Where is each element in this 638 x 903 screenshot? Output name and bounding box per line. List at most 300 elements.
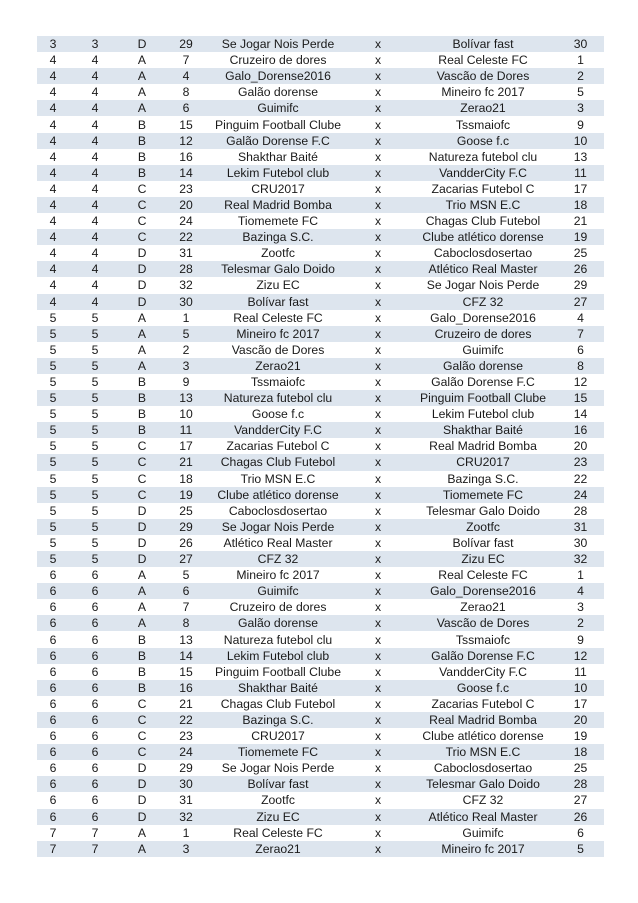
- away-seed-cell: 1: [557, 52, 604, 68]
- table-row: [37, 52, 604, 68]
- round-alt-cell: 6: [69, 680, 121, 696]
- table-row: [37, 245, 604, 261]
- home-seed-cell: 15: [163, 116, 209, 132]
- group-cell: C: [121, 744, 163, 760]
- away-seed-cell: 32: [557, 551, 604, 567]
- versus-cell: x: [347, 149, 409, 165]
- home-seed-cell: 14: [163, 648, 209, 664]
- table-row: [37, 374, 604, 390]
- table-row: [37, 567, 604, 583]
- round-alt-cell: 5: [69, 487, 121, 503]
- versus-cell: x: [347, 744, 409, 760]
- round-cell: 5: [37, 454, 69, 470]
- away-team-cell: Guimifc: [409, 825, 557, 841]
- round-alt-cell: 5: [69, 471, 121, 487]
- away-seed-cell: 27: [557, 294, 604, 310]
- versus-cell: x: [347, 567, 409, 583]
- versus-cell: x: [347, 390, 409, 406]
- away-team-cell: Caboclosdosertao: [409, 245, 557, 261]
- home-team-cell: Pinguim Football Clube: [209, 116, 347, 132]
- home-team-cell: Zootfc: [209, 792, 347, 808]
- group-cell: C: [121, 438, 163, 454]
- group-cell: C: [121, 213, 163, 229]
- table-row: [37, 36, 604, 52]
- home-seed-cell: 31: [163, 792, 209, 808]
- round-cell: 4: [37, 52, 69, 68]
- versus-cell: x: [347, 728, 409, 744]
- away-seed-cell: 8: [557, 358, 604, 374]
- home-team-cell: VandderCity F.C: [209, 422, 347, 438]
- round-alt-cell: 6: [69, 776, 121, 792]
- home-seed-cell: 22: [163, 712, 209, 728]
- round-alt-cell: 4: [69, 261, 121, 277]
- home-team-cell: Clube atlético dorense: [209, 487, 347, 503]
- group-cell: B: [121, 390, 163, 406]
- table-row: [37, 261, 604, 277]
- versus-cell: x: [347, 326, 409, 342]
- table-row: [37, 519, 604, 535]
- home-seed-cell: 29: [163, 760, 209, 776]
- versus-cell: x: [347, 438, 409, 454]
- group-cell: B: [121, 406, 163, 422]
- away-team-cell: Trio MSN E.C: [409, 197, 557, 213]
- table-row: [37, 825, 604, 841]
- away-team-cell: Goose f.c: [409, 133, 557, 149]
- round-cell: 6: [37, 809, 69, 825]
- away-team-cell: VandderCity F.C: [409, 664, 557, 680]
- round-cell: 4: [37, 181, 69, 197]
- round-alt-cell: 5: [69, 310, 121, 326]
- away-team-cell: Shakthar Baité: [409, 422, 557, 438]
- home-seed-cell: 8: [163, 84, 209, 100]
- home-seed-cell: 12: [163, 133, 209, 149]
- group-cell: A: [121, 825, 163, 841]
- round-cell: 6: [37, 776, 69, 792]
- round-alt-cell: 6: [69, 615, 121, 631]
- round-alt-cell: 4: [69, 133, 121, 149]
- away-team-cell: Tiomemete FC: [409, 487, 557, 503]
- home-team-cell: Cruzeiro de dores: [209, 52, 347, 68]
- versus-cell: x: [347, 664, 409, 680]
- round-cell: 4: [37, 277, 69, 293]
- home-team-cell: Goose f.c: [209, 406, 347, 422]
- round-cell: 5: [37, 503, 69, 519]
- versus-cell: x: [347, 471, 409, 487]
- versus-cell: x: [347, 551, 409, 567]
- away-seed-cell: 12: [557, 374, 604, 390]
- home-team-cell: Bazinga S.C.: [209, 712, 347, 728]
- home-seed-cell: 14: [163, 165, 209, 181]
- away-team-cell: CFZ 32: [409, 792, 557, 808]
- home-seed-cell: 3: [163, 841, 209, 857]
- versus-cell: x: [347, 615, 409, 631]
- away-team-cell: Vascão de Dores: [409, 615, 557, 631]
- away-seed-cell: 26: [557, 809, 604, 825]
- away-team-cell: Galo_Dorense2016: [409, 583, 557, 599]
- home-team-cell: Tiomemete FC: [209, 744, 347, 760]
- home-seed-cell: 7: [163, 599, 209, 615]
- home-team-cell: Mineiro fc 2017: [209, 567, 347, 583]
- versus-cell: x: [347, 841, 409, 857]
- away-seed-cell: 18: [557, 744, 604, 760]
- home-team-cell: Zizu EC: [209, 809, 347, 825]
- table-row: [37, 712, 604, 728]
- versus-cell: x: [347, 84, 409, 100]
- away-team-cell: Telesmar Galo Doido: [409, 776, 557, 792]
- home-team-cell: CRU2017: [209, 728, 347, 744]
- away-seed-cell: 30: [557, 535, 604, 551]
- away-seed-cell: 19: [557, 728, 604, 744]
- table-row: [37, 551, 604, 567]
- group-cell: B: [121, 422, 163, 438]
- away-seed-cell: 6: [557, 342, 604, 358]
- away-seed-cell: 2: [557, 615, 604, 631]
- round-alt-cell: 5: [69, 422, 121, 438]
- home-seed-cell: 9: [163, 374, 209, 390]
- round-cell: 7: [37, 825, 69, 841]
- away-seed-cell: 5: [557, 841, 604, 857]
- table-row: [37, 358, 604, 374]
- versus-cell: x: [347, 213, 409, 229]
- round-alt-cell: 4: [69, 100, 121, 116]
- away-seed-cell: 26: [557, 261, 604, 277]
- versus-cell: x: [347, 245, 409, 261]
- round-alt-cell: 5: [69, 519, 121, 535]
- group-cell: D: [121, 535, 163, 551]
- group-cell: B: [121, 664, 163, 680]
- round-alt-cell: 6: [69, 712, 121, 728]
- home-seed-cell: 32: [163, 809, 209, 825]
- versus-cell: x: [347, 261, 409, 277]
- home-team-cell: Real Celeste FC: [209, 825, 347, 841]
- group-cell: A: [121, 310, 163, 326]
- group-cell: A: [121, 615, 163, 631]
- group-cell: D: [121, 519, 163, 535]
- home-team-cell: Caboclosdosertao: [209, 503, 347, 519]
- group-cell: D: [121, 551, 163, 567]
- versus-cell: x: [347, 503, 409, 519]
- round-cell: 6: [37, 696, 69, 712]
- group-cell: A: [121, 52, 163, 68]
- away-team-cell: Lekim Futebol club: [409, 406, 557, 422]
- away-seed-cell: 11: [557, 664, 604, 680]
- round-cell: 4: [37, 100, 69, 116]
- round-cell: 4: [37, 149, 69, 165]
- round-alt-cell: 5: [69, 503, 121, 519]
- round-alt-cell: 4: [69, 181, 121, 197]
- round-cell: 5: [37, 438, 69, 454]
- round-alt-cell: 5: [69, 358, 121, 374]
- away-seed-cell: 17: [557, 696, 604, 712]
- group-cell: A: [121, 358, 163, 374]
- home-team-cell: Tiomemete FC: [209, 213, 347, 229]
- round-cell: 5: [37, 422, 69, 438]
- table-row: [37, 406, 604, 422]
- group-cell: A: [121, 84, 163, 100]
- table-row: [37, 181, 604, 197]
- versus-cell: x: [347, 52, 409, 68]
- home-seed-cell: 31: [163, 245, 209, 261]
- group-cell: B: [121, 374, 163, 390]
- home-seed-cell: 6: [163, 583, 209, 599]
- round-cell: 6: [37, 744, 69, 760]
- versus-cell: x: [347, 181, 409, 197]
- home-seed-cell: 21: [163, 454, 209, 470]
- group-cell: D: [121, 36, 163, 52]
- away-seed-cell: 3: [557, 599, 604, 615]
- table-row: [37, 648, 604, 664]
- table-row: [37, 599, 604, 615]
- table-row: [37, 68, 604, 84]
- home-seed-cell: 1: [163, 825, 209, 841]
- versus-cell: x: [347, 792, 409, 808]
- away-team-cell: VandderCity F.C: [409, 165, 557, 181]
- table-row: [37, 792, 604, 808]
- away-seed-cell: 25: [557, 760, 604, 776]
- table-row: [37, 760, 604, 776]
- away-team-cell: Atlético Real Master: [409, 261, 557, 277]
- away-team-cell: Atlético Real Master: [409, 809, 557, 825]
- home-seed-cell: 16: [163, 149, 209, 165]
- versus-cell: x: [347, 776, 409, 792]
- round-alt-cell: 6: [69, 664, 121, 680]
- group-cell: B: [121, 133, 163, 149]
- round-alt-cell: 6: [69, 792, 121, 808]
- home-seed-cell: 7: [163, 52, 209, 68]
- away-seed-cell: 7: [557, 326, 604, 342]
- round-cell: 6: [37, 567, 69, 583]
- home-team-cell: Galão dorense: [209, 615, 347, 631]
- away-seed-cell: 3: [557, 100, 604, 116]
- round-cell: 5: [37, 310, 69, 326]
- home-seed-cell: 30: [163, 294, 209, 310]
- table-row: [37, 133, 604, 149]
- away-seed-cell: 20: [557, 712, 604, 728]
- away-team-cell: Caboclosdosertao: [409, 760, 557, 776]
- away-team-cell: Mineiro fc 2017: [409, 841, 557, 857]
- home-seed-cell: 28: [163, 261, 209, 277]
- round-alt-cell: 4: [69, 277, 121, 293]
- away-team-cell: Bolívar fast: [409, 36, 557, 52]
- group-cell: C: [121, 696, 163, 712]
- home-seed-cell: 1: [163, 310, 209, 326]
- table-row: [37, 100, 604, 116]
- away-team-cell: Galão Dorense F.C: [409, 374, 557, 390]
- versus-cell: x: [347, 100, 409, 116]
- home-seed-cell: 17: [163, 438, 209, 454]
- away-seed-cell: 10: [557, 680, 604, 696]
- group-cell: B: [121, 116, 163, 132]
- table-row: [37, 342, 604, 358]
- away-team-cell: Mineiro fc 2017: [409, 84, 557, 100]
- table-row: [37, 776, 604, 792]
- away-seed-cell: 28: [557, 776, 604, 792]
- away-team-cell: Cruzeiro de dores: [409, 326, 557, 342]
- round-cell: 4: [37, 133, 69, 149]
- round-cell: 5: [37, 551, 69, 567]
- table-row: [37, 487, 604, 503]
- round-cell: 6: [37, 728, 69, 744]
- group-cell: D: [121, 277, 163, 293]
- round-alt-cell: 7: [69, 825, 121, 841]
- versus-cell: x: [347, 825, 409, 841]
- round-cell: 6: [37, 792, 69, 808]
- round-alt-cell: 6: [69, 728, 121, 744]
- round-alt-cell: 4: [69, 52, 121, 68]
- home-team-cell: Mineiro fc 2017: [209, 326, 347, 342]
- round-alt-cell: 7: [69, 841, 121, 857]
- away-team-cell: Bolívar fast: [409, 535, 557, 551]
- away-seed-cell: 30: [557, 36, 604, 52]
- home-team-cell: Telesmar Galo Doido: [209, 261, 347, 277]
- home-seed-cell: 29: [163, 519, 209, 535]
- round-cell: 5: [37, 487, 69, 503]
- away-seed-cell: 4: [557, 583, 604, 599]
- away-seed-cell: 31: [557, 519, 604, 535]
- group-cell: B: [121, 631, 163, 647]
- home-team-cell: Guimifc: [209, 583, 347, 599]
- round-cell: 7: [37, 841, 69, 857]
- away-team-cell: Galão dorense: [409, 358, 557, 374]
- away-seed-cell: 29: [557, 277, 604, 293]
- group-cell: A: [121, 100, 163, 116]
- group-cell: A: [121, 326, 163, 342]
- table-row: [37, 116, 604, 132]
- table-row: [37, 197, 604, 213]
- round-alt-cell: 6: [69, 631, 121, 647]
- versus-cell: x: [347, 696, 409, 712]
- home-seed-cell: 4: [163, 68, 209, 84]
- table-row: [37, 535, 604, 551]
- round-cell: 5: [37, 535, 69, 551]
- group-cell: D: [121, 809, 163, 825]
- away-team-cell: Guimifc: [409, 342, 557, 358]
- home-team-cell: Trio MSN E.C: [209, 471, 347, 487]
- group-cell: C: [121, 728, 163, 744]
- table-row: [37, 664, 604, 680]
- round-cell: 6: [37, 712, 69, 728]
- away-seed-cell: 11: [557, 165, 604, 181]
- home-seed-cell: 20: [163, 197, 209, 213]
- away-seed-cell: 2: [557, 68, 604, 84]
- away-team-cell: Trio MSN E.C: [409, 744, 557, 760]
- home-team-cell: Shakthar Baité: [209, 680, 347, 696]
- home-team-cell: Galão dorense: [209, 84, 347, 100]
- home-team-cell: Zootfc: [209, 245, 347, 261]
- home-seed-cell: 11: [163, 422, 209, 438]
- away-seed-cell: 22: [557, 471, 604, 487]
- round-cell: 4: [37, 116, 69, 132]
- home-seed-cell: 24: [163, 744, 209, 760]
- versus-cell: x: [347, 583, 409, 599]
- table-row: [37, 422, 604, 438]
- home-team-cell: Lekim Futebol club: [209, 165, 347, 181]
- home-team-cell: Zerao21: [209, 841, 347, 857]
- home-team-cell: Se Jogar Nois Perde: [209, 36, 347, 52]
- away-team-cell: CRU2017: [409, 454, 557, 470]
- round-alt-cell: 6: [69, 744, 121, 760]
- round-cell: 4: [37, 213, 69, 229]
- away-team-cell: Se Jogar Nois Perde: [409, 277, 557, 293]
- round-cell: 4: [37, 165, 69, 181]
- away-seed-cell: 16: [557, 422, 604, 438]
- home-seed-cell: 23: [163, 181, 209, 197]
- versus-cell: x: [347, 197, 409, 213]
- table-row: [37, 631, 604, 647]
- away-seed-cell: 9: [557, 116, 604, 132]
- round-cell: 4: [37, 197, 69, 213]
- home-seed-cell: 16: [163, 680, 209, 696]
- round-alt-cell: 5: [69, 454, 121, 470]
- round-alt-cell: 6: [69, 760, 121, 776]
- round-alt-cell: 4: [69, 197, 121, 213]
- away-team-cell: Galo_Dorense2016: [409, 310, 557, 326]
- table-row: [37, 390, 604, 406]
- table-row: [37, 84, 604, 100]
- home-seed-cell: 26: [163, 535, 209, 551]
- away-team-cell: Goose f.c: [409, 680, 557, 696]
- versus-cell: x: [347, 535, 409, 551]
- versus-cell: x: [347, 809, 409, 825]
- away-seed-cell: 9: [557, 631, 604, 647]
- group-cell: C: [121, 197, 163, 213]
- away-seed-cell: 12: [557, 648, 604, 664]
- versus-cell: x: [347, 68, 409, 84]
- table-row: [37, 680, 604, 696]
- round-alt-cell: 5: [69, 390, 121, 406]
- round-alt-cell: 6: [69, 567, 121, 583]
- home-seed-cell: 2: [163, 342, 209, 358]
- round-alt-cell: 5: [69, 535, 121, 551]
- round-alt-cell: 4: [69, 165, 121, 181]
- away-seed-cell: 17: [557, 181, 604, 197]
- round-alt-cell: 4: [69, 229, 121, 245]
- away-team-cell: Real Celeste FC: [409, 567, 557, 583]
- group-cell: D: [121, 503, 163, 519]
- round-cell: 6: [37, 664, 69, 680]
- versus-cell: x: [347, 760, 409, 776]
- round-alt-cell: 5: [69, 326, 121, 342]
- home-team-cell: Zacarias Futebol C: [209, 438, 347, 454]
- home-team-cell: Vascão de Dores: [209, 342, 347, 358]
- round-cell: 6: [37, 631, 69, 647]
- home-team-cell: Real Celeste FC: [209, 310, 347, 326]
- home-team-cell: Real Madrid Bomba: [209, 197, 347, 213]
- home-team-cell: Lekim Futebol club: [209, 648, 347, 664]
- round-alt-cell: 4: [69, 68, 121, 84]
- group-cell: A: [121, 68, 163, 84]
- home-team-cell: CRU2017: [209, 181, 347, 197]
- away-team-cell: Telesmar Galo Doido: [409, 503, 557, 519]
- table-row: [37, 277, 604, 293]
- table-row: [37, 454, 604, 470]
- round-cell: 4: [37, 261, 69, 277]
- home-seed-cell: 8: [163, 615, 209, 631]
- versus-cell: x: [347, 342, 409, 358]
- table-row: [37, 149, 604, 165]
- away-seed-cell: 28: [557, 503, 604, 519]
- home-team-cell: Shakthar Baité: [209, 149, 347, 165]
- away-team-cell: Zerao21: [409, 599, 557, 615]
- home-team-cell: Zizu EC: [209, 277, 347, 293]
- away-seed-cell: 5: [557, 84, 604, 100]
- round-alt-cell: 5: [69, 342, 121, 358]
- versus-cell: x: [347, 36, 409, 52]
- home-team-cell: Chagas Club Futebol: [209, 454, 347, 470]
- away-team-cell: Chagas Club Futebol: [409, 213, 557, 229]
- round-alt-cell: 3: [69, 36, 121, 52]
- home-team-cell: Se Jogar Nois Perde: [209, 519, 347, 535]
